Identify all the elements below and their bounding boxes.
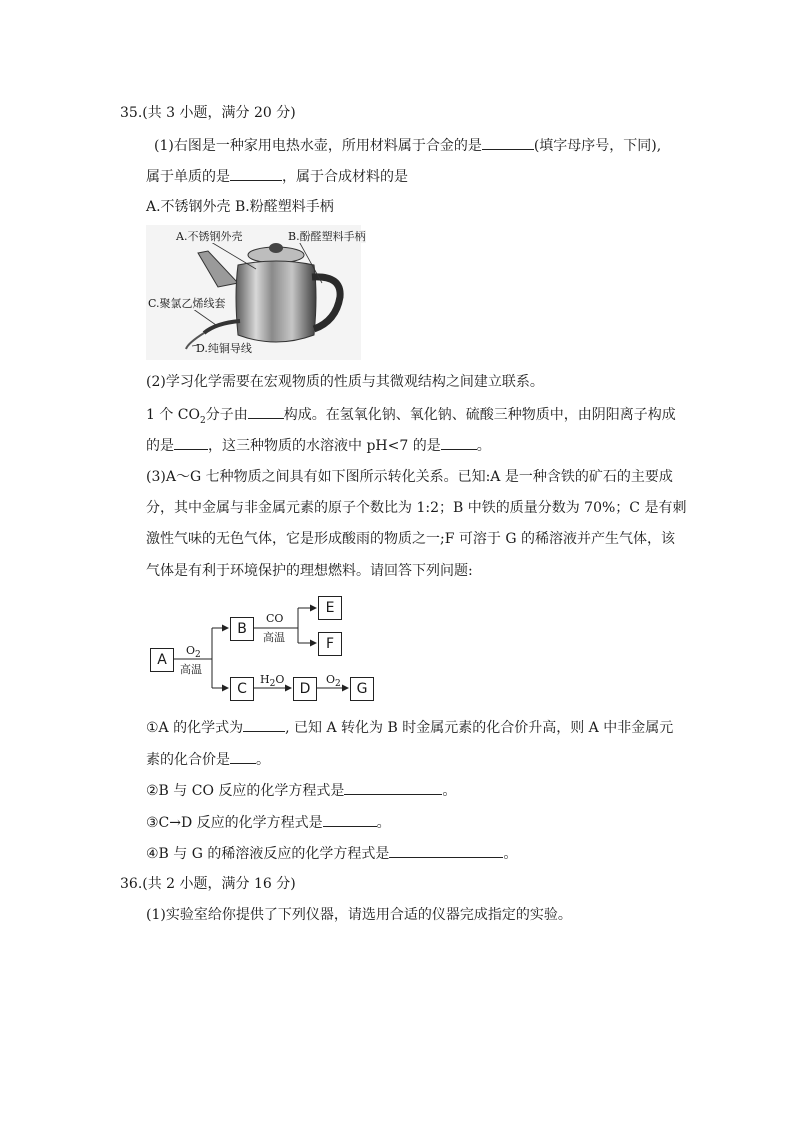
answer-blank-element[interactable]	[230, 166, 282, 181]
answer-blank-acidic[interactable]	[441, 435, 477, 450]
q35-p2-line3	[146, 435, 491, 456]
q35-p1-text-b: (填字母序号，下同),	[533, 138, 662, 154]
label-h2o: $H_2O$	[260, 673, 285, 690]
q1-text-b: , 已知 A 转化为 B 时金属元素的化合价升高，则 A 中非金属元	[285, 720, 674, 736]
diagram-box-a: A	[150, 648, 174, 672]
kettle-label-c: C.聚氯乙烯线套	[148, 297, 226, 310]
q35-p1-line2	[146, 166, 408, 187]
answer-blank-co2-composition[interactable]	[248, 404, 284, 419]
label-o2-d: $O_2$	[326, 673, 341, 690]
label-gaowen-b: 高温	[263, 631, 285, 644]
q36-p1: (1)实验室给你提供了下列仪器，请选用合适的仪器完成指定的实验。	[146, 907, 572, 923]
q35-p3-q1-line2	[146, 749, 270, 770]
q35-p2-text-e: ，这三种物质的水溶液中 pH<7 的是	[208, 438, 441, 454]
answer-blank-valence[interactable]	[230, 749, 256, 764]
diagram-box-f: F	[318, 632, 342, 656]
answer-blank-formula-a[interactable]	[243, 717, 285, 732]
q35-p3-q2	[146, 780, 456, 801]
q35-p2-text-c: 构成。在氢氧化钠、氧化钠、硫酸三种物质中，由阴阳离子构成	[283, 407, 676, 423]
answer-blank-equation-c-d[interactable]	[323, 812, 377, 827]
answer-blank-equation-b-co[interactable]	[344, 780, 442, 795]
q4-text-b: 。	[503, 846, 518, 862]
q35-p1-line1	[154, 135, 661, 156]
answer-blank-alloy[interactable]	[482, 135, 534, 150]
conversion-diagram	[146, 590, 376, 705]
q35-p2-text-a: 1 个 CO	[146, 407, 200, 423]
diagram-box-g: G	[350, 677, 374, 701]
q35-p1-text-c: 属于单质的是	[146, 169, 230, 185]
q35-header: 35.(共 3 小题，满分 20 分)	[120, 105, 296, 121]
q35-p1-options: A.不锈钢外壳 B.粉醛塑料手柄	[146, 199, 334, 215]
label-co: CO	[266, 612, 284, 625]
q1-text-c: 素的化合价是	[146, 752, 230, 768]
q3-text-b: 。	[376, 815, 391, 831]
q2-text-a: ②B 与 CO 反应的化学方程式是	[146, 783, 345, 799]
co2-subscript: 2	[200, 415, 206, 426]
q36-header: 36.(共 2 小题，满分 16 分)	[120, 876, 296, 892]
q35-p2-line1: (2)学习化学需要在宏观物质的性质与其微观结构之间建立联系。	[146, 374, 544, 390]
answer-blank-equation-b-g[interactable]	[389, 843, 503, 858]
diagram-box-c: C	[230, 677, 254, 701]
q35-p3-line1: (3)A～G 七种物质之间具有如下图所示转化关系。已知:A 是一种含铁的矿石的主要成	[146, 469, 673, 485]
kettle-label-a: A.不锈钢外壳	[176, 230, 243, 243]
q35-p3-q1-line1	[146, 717, 673, 738]
q35-p2-text-d: 的是	[146, 438, 174, 454]
q35-p1-text-d: ，属于合成材料的是	[282, 169, 408, 185]
q1-text-d: 。	[256, 752, 270, 768]
diagram-box-e: E	[318, 596, 342, 620]
diagram-box-b: B	[230, 617, 254, 641]
diagram-box-d: D	[293, 677, 317, 701]
q4-text-a: ④B 与 G 的稀溶液反应的化学方程式是	[146, 846, 390, 862]
q35-p3-q3	[146, 812, 391, 833]
answer-blank-ionic[interactable]	[174, 435, 208, 450]
q3-text-a: ③C→D 反应的化学方程式是	[146, 815, 323, 831]
q35-p3-q4	[146, 843, 517, 864]
kettle-label-d: D.纯铜导线	[196, 342, 252, 355]
q35-p2-text-f: 。	[476, 438, 491, 454]
q35-p2-text-b: 分子由	[205, 407, 248, 423]
q35-p1-text-a: (1)右图是一种家用电热水壶，所用材料属于合金的是	[154, 138, 482, 154]
kettle-figure	[146, 225, 366, 360]
q1-text-a: ①A 的化学式为	[146, 720, 244, 736]
q35-p3-line2: 分，其中金属与非金属元素的原子个数比为 1:2；B 中铁的质量分数为 70%；C 是有刺	[146, 500, 687, 516]
q35-p3-line3: 激性气味的无色气体，它是形成酸雨的物质之一;F 可溶于 G 的稀溶液并产生气体，该	[146, 531, 675, 547]
q2-text-b: 。	[442, 783, 457, 799]
kettle-label-b: B.酚醛塑料手柄	[288, 230, 366, 243]
label-o2-a: $O_2$	[186, 644, 201, 661]
label-gaowen-a: 高温	[180, 663, 202, 676]
q35-p3-line4: 气体是有利于环境保护的理想燃料。请回答下列问题:	[146, 563, 473, 579]
electric-kettle-image	[146, 225, 361, 360]
q35-p2-line2	[146, 404, 676, 431]
